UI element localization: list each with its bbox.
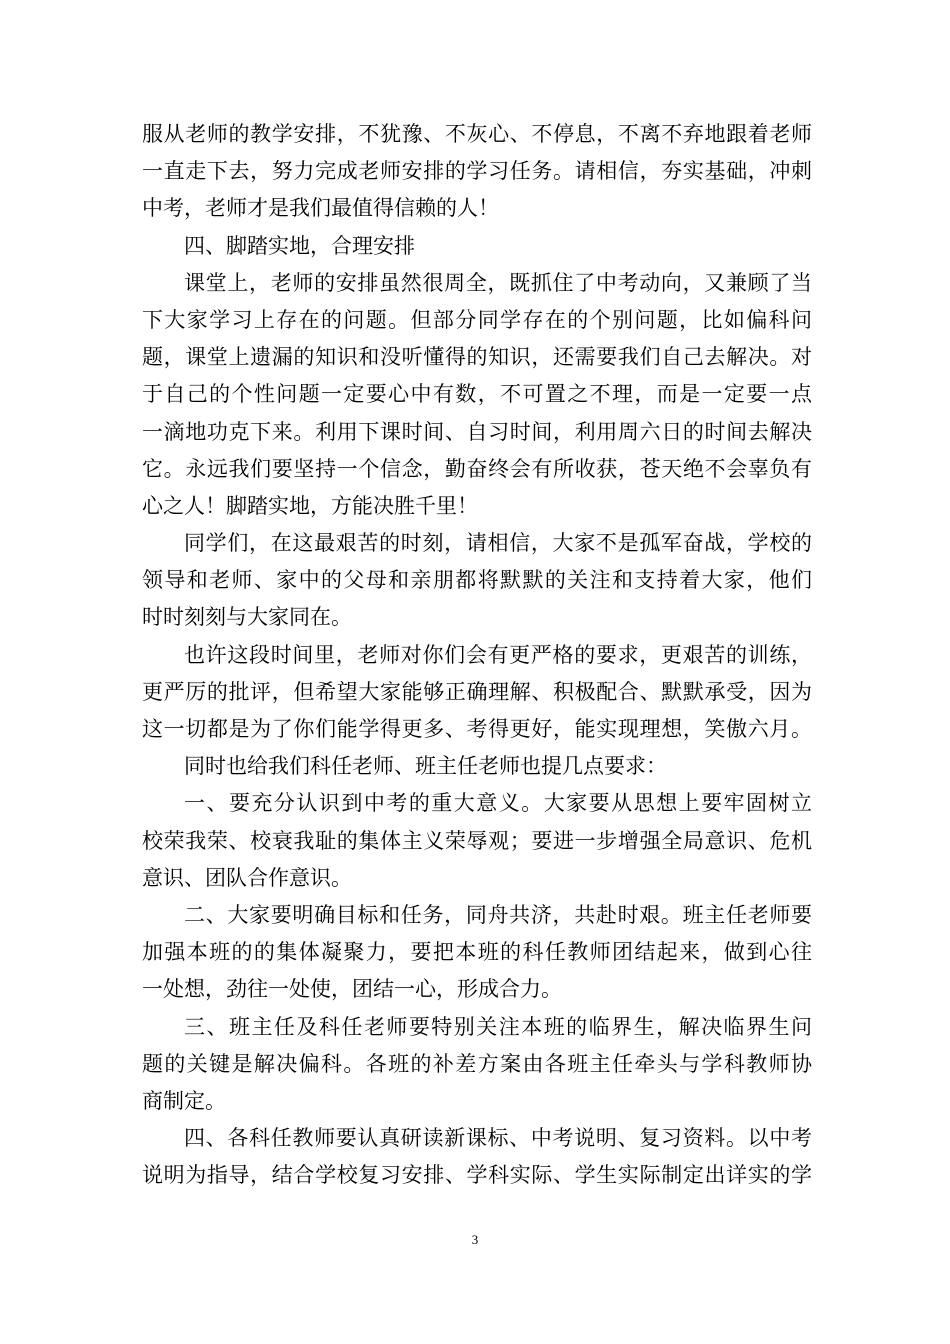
text-line: 加强本班的的集体凝聚力，要把本班的科任教师团结起来，做到心往 xyxy=(142,940,812,965)
text-line: 题的关键是解决偏科。各班的补差方案由各班主任牵头与学科教师协 xyxy=(142,1051,812,1076)
text-line: 领导和老师、家中的父母和亲朋都将默默的关注和支持着大家，他们 xyxy=(142,568,812,593)
text-line: 意识、团队合作意识。 xyxy=(142,865,352,890)
text-line: 一、要充分认识到中考的重大意义。大家要从思想上要牢固树立 xyxy=(184,791,812,816)
text-line: 二、大家要明确目标和任务，同舟共济，共赴时艰。班主任老师要 xyxy=(184,902,812,927)
text-line: 三、班主任及科任老师要特别关注本班的临界生，解决临界生问 xyxy=(184,1014,812,1039)
text-line: 它。永远我们要坚持一个信念，勤奋终会有所收获，苍天绝不会辜负有 xyxy=(142,456,812,481)
text-line: 也许这段时间里，老师对你们会有更严格的要求，更艰苦的训练， xyxy=(184,642,812,667)
text-line: 一滴地功克下来。利用下课时间、自习时间，利用周六日的时间去解决 xyxy=(142,419,812,444)
text-line: 说明为指导，结合学校复习安排、学科实际、学生实际制定出详实的学 xyxy=(142,1163,812,1188)
text-line: 一处想，劲往一处使，团结一心，形成合力。 xyxy=(142,977,562,1002)
text-line: 校荣我荣、校衰我耻的集体主义荣辱观；要进一步增强全局意识、危机 xyxy=(142,828,812,853)
text-line: 中考，老师才是我们最值得信赖的人！ xyxy=(142,196,499,221)
text-line: 一直走下去，努力完成老师安排的学习任务。请相信，夯实基础，冲刺 xyxy=(142,159,812,184)
text-line: 下大家学习上存在的问题。但部分同学存在的个别问题，比如偏科问 xyxy=(142,307,812,332)
page-number: 3 xyxy=(471,1232,479,1247)
text-line: 时时刻刻与大家同在。 xyxy=(142,605,352,630)
text-line: 更严厉的批评，但希望大家能够正确理解、积极配合、默默承受，因为 xyxy=(142,679,812,704)
text-line: 心之人！脚踏实地，方能决胜千里！ xyxy=(142,493,478,518)
text-line: 商制定。 xyxy=(142,1088,226,1113)
text-line: 四、各科任教师要认真研读新课标、中考说明、复习资料。以中考 xyxy=(184,1126,812,1151)
text-line: 这一切都是为了你们能学得更多、考得更好，能实现理想，笑傲六月。 xyxy=(142,717,812,741)
text-line: 课堂上，老师的安排虽然很周全，既抓住了中考动向，又兼顾了当 xyxy=(184,270,812,295)
text-line: 于自己的个性问题一定要心中有数，不可置之不理，而是一定要一点 xyxy=(142,382,812,407)
text-line: 同时也给我们科任老师、班主任老师也提几点要求： xyxy=(184,754,667,779)
text-line: 服从老师的教学安排，不犹豫、不灰心、不停息，不离不弃地跟着老师 xyxy=(142,122,812,146)
text-line: 四、脚踏实地，合理安排 xyxy=(184,233,415,258)
text-line: 同学们，在这最艰苦的时刻，请相信，大家不是孤军奋战，学校的 xyxy=(184,531,812,556)
body-text xyxy=(142,116,812,1194)
text-line: 题，课堂上遗漏的知识和没听懂得的知识，还需要我们自己去解决。对 xyxy=(142,345,812,370)
